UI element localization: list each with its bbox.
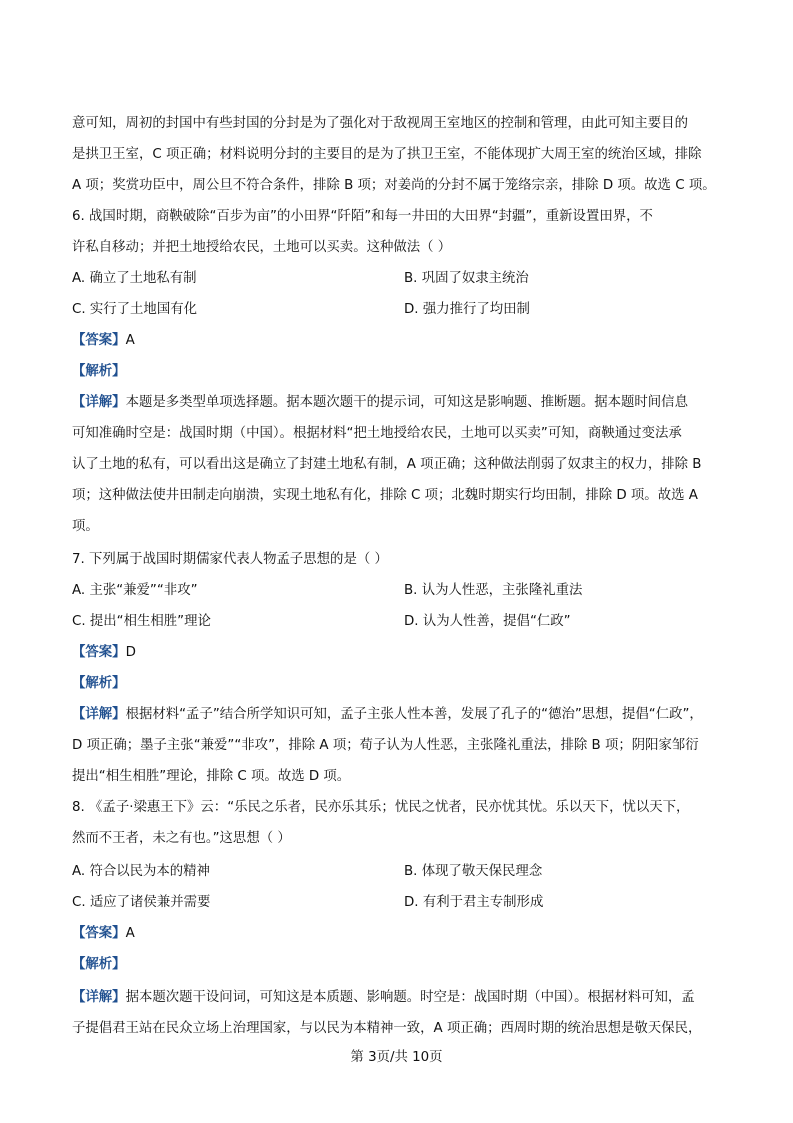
answer-value: A xyxy=(125,333,135,348)
q8-option-b: B. 体现了敬天保民理念 xyxy=(404,864,543,879)
q6-detail-line: 认了土地的私有，可以看出这是确立了封建土地私有制，A 项正确；这种做法削弱了奴隶主的权力，排除 B xyxy=(72,457,702,472)
q7-option-a: A. 主张“兼爱”“非攻” xyxy=(72,583,198,598)
analysis-tag: 【解析】 xyxy=(72,676,126,691)
detail-tag: 【详解】 xyxy=(72,990,126,1005)
q7-detail: 【详解】根据材料“孟子”结合所学知识可知，孟子主张人性本善，发展了孔子的“德治”思想，提倡“仁政”， xyxy=(72,707,703,722)
question-6-stem-cont: 许私自移动；并把土地授给农民，土地可以买卖。这种做法（ ） xyxy=(72,240,452,255)
q6-detail-line: 可知准确时空是：战国时期（中国）。根据材料“把土地授给农民，土地可以买卖”可知，商鞅通过变法承 xyxy=(72,426,682,441)
q7-analysis-heading xyxy=(72,674,126,694)
q8-option-c: C. 适应了诸侯兼并需要 xyxy=(72,895,211,910)
answer-tag: 【答案】 xyxy=(72,926,126,941)
q8-detail-line: 子提倡君王站在民众立场上治理国家，与以民为本精神一致，A 项正确；西周时期的统治思想是敬天保民， xyxy=(72,1021,702,1036)
q6-analysis-heading xyxy=(72,362,126,382)
q6-detail: 【详解】本题是多类型单项选择题。据本题次题干的提示词，可知这是影响题、推断题。据本题时间信息 xyxy=(72,395,688,410)
q6-detail-line: 项；这种做法使井田制走向崩溃，实现土地私有化，排除 C 项；北魏时期实行均田制，排除 D 项。故选 A xyxy=(72,488,698,503)
analysis-tag: 【解析】 xyxy=(72,957,126,972)
detail-tag: 【详解】 xyxy=(72,395,126,410)
answer-value: A xyxy=(125,926,135,941)
q6-option-c: C. 实行了土地国有化 xyxy=(72,302,197,317)
q6-option-a: A. 确立了土地私有制 xyxy=(72,271,197,286)
detail-tag: 【详解】 xyxy=(72,707,126,722)
question-6-stem: 6. 战国时期，商鞅破除“百步为亩”的小田界“阡陌”和每一井田的大田界“封疆”，重新设置田界，不 xyxy=(72,209,653,224)
q7-option-c: C. 提出“相生相胜”理论 xyxy=(72,614,211,629)
q8-answer xyxy=(72,924,135,944)
q7-detail-line: D 项正确；墨子主张“兼爱”“非攻”，排除 A 项；荀子认为人性恶，主张隆礼重法，排除 B 项；阴阳家邹衍 xyxy=(72,738,699,753)
question-8-stem: 8. 《孟子·梁惠王下》云：“乐民之乐者，民亦乐其乐；忧民之忧者，民亦忧其忧。乐以天下，忧以天下， xyxy=(72,800,690,815)
q6-option-d: D. 强力推行了均田制 xyxy=(404,302,530,317)
q7-answer xyxy=(72,643,136,663)
q6-answer xyxy=(72,331,135,351)
q7-option-b: B. 认为人性恶，主张隆礼重法 xyxy=(404,583,583,598)
analysis-tag: 【解析】 xyxy=(72,364,126,379)
answer-value: D xyxy=(125,645,136,660)
paragraph-line: 意可知，周初的封国中有些封国的分封是为了强化对于敌视周王室地区的控制和管理，由此可知主要目的 xyxy=(72,116,688,131)
q8-option-a: A. 符合以民为本的精神 xyxy=(72,864,210,879)
answer-tag: 【答案】 xyxy=(72,333,126,348)
q6-option-b: B. 巩固了奴隶主统治 xyxy=(404,271,529,286)
q8-detail: 【详解】据本题次题干设问词，可知这是本质题、影响题。时空是：战国时期（中国）。根据材料可知，孟 xyxy=(72,990,695,1005)
q8-analysis-heading xyxy=(72,955,126,975)
q6-detail-line: 项。 xyxy=(72,519,99,534)
q8-option-d: D. 有利于君主专制形成 xyxy=(404,895,544,910)
answer-tag: 【答案】 xyxy=(72,645,126,660)
question-8-stem-cont: 然而不王者，未之有也。”这思想（ ） xyxy=(72,831,291,846)
paragraph-line: A 项；奖赏功臣中，周公旦不符合条件，排除 B 项；对姜尚的分封不属于笼络宗亲，排除 D 项。故选 C 项。 xyxy=(72,178,716,193)
paragraph-line: 是拱卫王室，C 项正确；材料说明分封的主要目的是为了拱卫王室，不能体现扩大周王室的统治区域，排除 xyxy=(72,147,702,162)
q7-option-d: D. 认为人性善，提倡“仁政” xyxy=(404,614,571,629)
page-number-footer: 第 3页/共 10页 xyxy=(350,1050,443,1065)
question-7-stem: 7. 下列属于战国时期儒家代表人物孟子思想的是（ ） xyxy=(72,552,388,567)
q7-detail-line: 提出“相生相胜”理论，排除 C 项。故选 D 项。 xyxy=(72,769,351,784)
